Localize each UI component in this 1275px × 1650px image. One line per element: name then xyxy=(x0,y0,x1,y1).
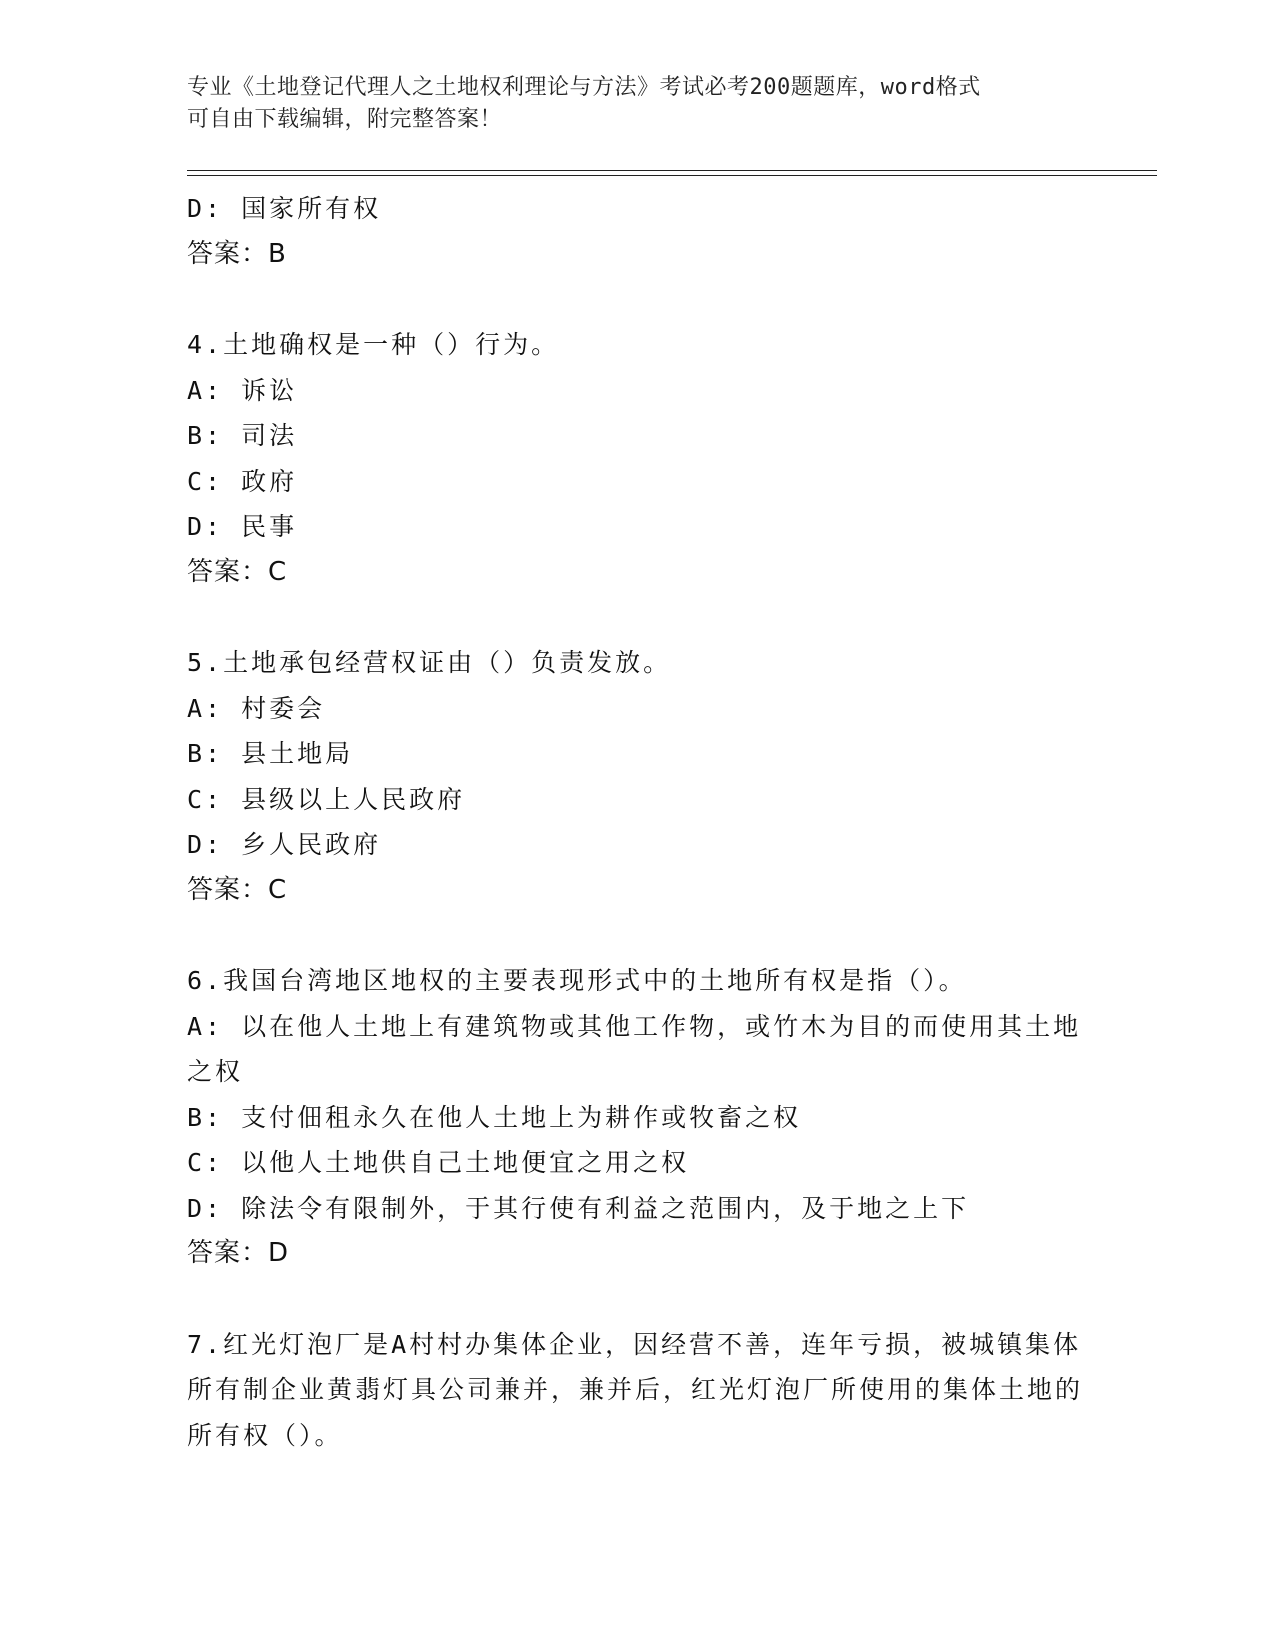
option-a: A: 诉讼 xyxy=(187,375,298,405)
question-stem: 7.红光灯泡厂是A村村办集体企业，因经营不善，连年亏损，被城镇集体所有制企业黄翡灯具公司兼并，兼并后，红光灯泡厂所使用的集体土地的所有权（）。 xyxy=(187,1329,1084,1450)
question-7 xyxy=(187,1322,1087,1459)
document-header xyxy=(187,72,1067,136)
option-c: C: 政府 xyxy=(187,466,298,496)
option-b: B: 县土地局 xyxy=(187,739,354,768)
option-b: B: 支付佃租永久在他人土地上为耕作或牧畜之权 xyxy=(187,1102,802,1132)
prev-question-tail xyxy=(187,186,1087,277)
answer: 答案：B xyxy=(187,238,287,269)
header-line-1: 专业《土地登记代理人之土地权利理论与方法》考试必考200题题库，word格式 xyxy=(187,75,981,100)
answer: 答案：C xyxy=(187,556,288,587)
option-c: C: 以他人土地供自己土地便宜之用之权 xyxy=(187,1148,690,1177)
answer: 答案：C xyxy=(187,874,288,905)
option-d: D: 国家所有权 xyxy=(187,194,382,223)
question-stem: 6.我国台湾地区地权的主要表现形式中的土地所有权是指（）。 xyxy=(187,966,967,995)
question-stem: 5.土地承包经营权证由（）负责发放。 xyxy=(187,648,672,677)
option-a: A: 村委会 xyxy=(187,693,326,723)
question-6 xyxy=(187,958,1087,1277)
header-line-2: 可自由下载编辑，附完整答案！ xyxy=(187,107,503,132)
header-rule-bottom xyxy=(187,175,1157,176)
question-stem: 4.土地确权是一种（）行为。 xyxy=(187,330,560,359)
option-d: D: 除法令有限制外，于其行使有利益之范围内，及于地之上下 xyxy=(187,1193,970,1223)
option-c: C: 县级以上人民政府 xyxy=(187,784,466,814)
question-5 xyxy=(187,640,1087,913)
answer: 答案：D xyxy=(187,1238,290,1268)
header-rule-top xyxy=(187,170,1157,171)
option-b: B: 司法 xyxy=(187,421,298,450)
question-list xyxy=(187,186,1087,1458)
option-d: D: 乡人民政府 xyxy=(187,830,382,859)
question-4 xyxy=(187,322,1087,595)
option-a: A: 以在他人土地上有建筑物或其他工作物，或竹木为目的而使用其土地之权 xyxy=(187,1011,1082,1086)
option-d: D: 民事 xyxy=(187,512,298,541)
